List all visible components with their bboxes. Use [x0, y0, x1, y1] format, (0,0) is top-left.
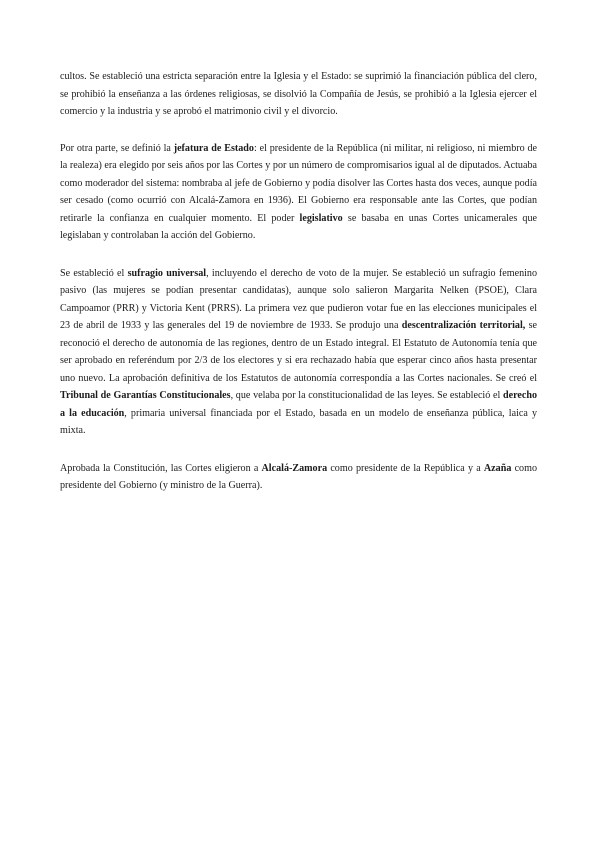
bold-term: Azaña	[483, 462, 512, 474]
document-body	[60, 68, 537, 515]
text-run: , incluyendo el derecho de voto de la mujer. Se estableció un sufragio femenino pasivo (las mujeres se podían presentar candidatas), aunque solo salieron Margarita Nelken (PSOE), Clara Campoamor (PRR) y Victoria Kent (PRRS). La primera vez que pudieron votar fue en las elecciones municipales el 23 de abril de 1933 y las generales del 19 de noviembre de 1933. Se produjo una	[60, 267, 538, 331]
text-run: , primaria universal financiada por el Estado, basada en un modelo de enseñanza pública, laica y mixta.	[60, 407, 538, 436]
bold-term: descentralización territorial,	[401, 320, 526, 331]
bold-term: jefatura de Estado	[173, 142, 254, 154]
text-run: Por otra parte, se definió la	[60, 142, 174, 154]
text-run: como presidente de la República y a	[327, 462, 484, 474]
text-run: cultos. Se estableció una estricta separación entre la Iglesia y el Estado: se suprimió la financiación pública del clero, se prohibió la enseñanza a las órdenes religiosas, se disolvió la Compañía de Jesús, se prohibió a la Iglesia ejercer el comercio y la industria y se aprobó el matrimonio civil y el divorcio.	[60, 71, 537, 117]
paragraph-head-of-state	[60, 140, 537, 245]
paragraph-suffrage	[60, 265, 537, 440]
bold-term: legislativo	[299, 212, 343, 224]
text-run: se reconoció el derecho de autonomía de las regiones, dentro de un Estado integral. El Estatuto de Autonomía tenía que ser aprobado en referéndum por 2/3 de los electores y si era rechazado había que esperar cinco años hasta presentar uno nuevo. La aprobación definitiva de los Estatutos de autonomía correspondía a las Cortes nacionales. Se creó el	[60, 320, 537, 384]
text-run: Se estableció el	[60, 267, 128, 279]
bold-term: derecho a la educación	[60, 390, 537, 419]
text-run: , que velaba por la constitucionalidad de las leyes. Se estableció el	[230, 390, 503, 401]
bold-term: Tribunal de Garantías Constitucionales	[60, 390, 231, 401]
text-run: : el presidente de la República (ni militar, ni religioso, ni miembro de la realeza) era elegido por seis años por las Cortes y por un número de compromisarios igual al de diputados. Actuaba como moderador del sistema: nombraba al jefe de Gobierno y podía disolver las Cortes hasta dos veces, aunque podía ser cesado (como ocurrió con Alcalá-Zamora en 1936). El Gobierno era responsable ante las Cortes, que podían retirarle la confianza en cualquier momento. El poder	[60, 142, 538, 224]
text-run: Aprobada la Constitución, las Cortes eligieron a	[60, 462, 262, 474]
text-run: como presidente del Gobierno (y ministro de la Guerra).	[60, 462, 537, 491]
text-run: se basaba en unas Cortes unicamerales que legislaban y controlaban la acción del Gobierno.	[60, 212, 538, 241]
bold-term: sufragio universal	[127, 267, 207, 279]
paragraph-elections	[60, 460, 537, 495]
bold-term: Alcalá-Zamora	[261, 462, 328, 474]
paragraph-church-state	[60, 68, 537, 121]
